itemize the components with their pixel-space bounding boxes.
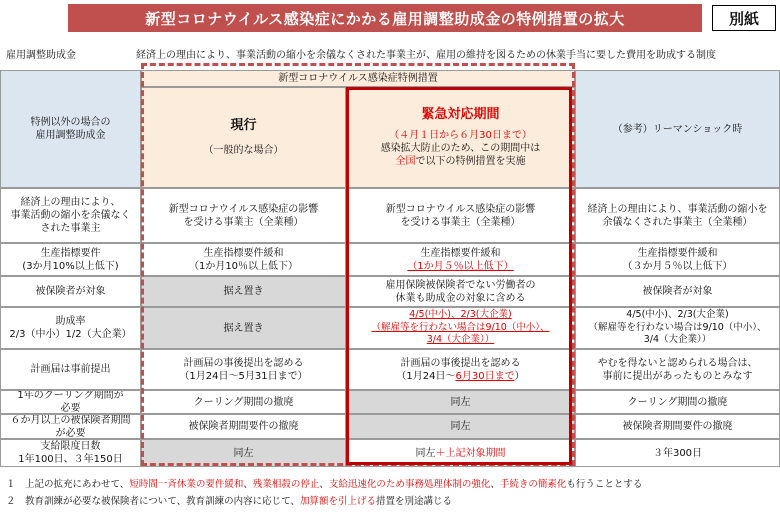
col-header-emergency-title: 緊急対応期間 bbox=[421, 106, 500, 122]
row7-current-text: 被保険者期間要件の撤廃 bbox=[188, 421, 299, 432]
row2-current-l2: （1か月10％以上低下） bbox=[188, 260, 299, 272]
row2-current-l1: 生産指標要件緩和 bbox=[203, 247, 284, 259]
col-header-emergency-line2 bbox=[396, 155, 526, 168]
note1-red1: 短時間一斉休業の要件緩和 bbox=[129, 479, 244, 490]
row3-current bbox=[141, 276, 346, 307]
row8-label-l1: 支給限度日数 bbox=[40, 441, 101, 452]
row1-label-l3: された事業主 bbox=[40, 223, 101, 234]
row4-lehman bbox=[575, 307, 780, 349]
row5-emergency-l2a: （1月24日～ bbox=[396, 370, 456, 382]
row5-emergency-l1: 計画届の事後提出を認める bbox=[400, 357, 521, 369]
row4-lehman-l1: 4/5(中小)、2/3(大企業) bbox=[626, 309, 729, 321]
col-header-normal bbox=[0, 70, 141, 188]
row7-lehman-text: 被保険者期間要件の撤廃 bbox=[622, 421, 733, 432]
row3-label bbox=[0, 276, 141, 307]
row2-emergency bbox=[346, 243, 575, 276]
note1-post: も行うこととする bbox=[566, 479, 643, 490]
row3-emergency-l2: 休業も助成金の対象に含める bbox=[395, 292, 526, 304]
row5-label bbox=[0, 349, 141, 390]
row8-emergency-b: ＋上記対象期間 bbox=[435, 447, 506, 459]
row3-emergency-l1: 雇用保険被保険者でない労働者の bbox=[385, 279, 536, 291]
col-header-emergency bbox=[346, 87, 575, 188]
special-measures-header-text: 新型コロナウイルス感染症特例措置 bbox=[278, 73, 438, 84]
row8-emergency-a: 同左 bbox=[415, 447, 436, 459]
note1-red3: 支給迅速化のため事務処理体制の強化 bbox=[328, 479, 491, 490]
row5-lehman-l1: やむを得ないと認められる場合は、 bbox=[597, 357, 758, 369]
row1-lehman-l2: 余儀なくされた事業主（全業種） bbox=[602, 216, 753, 228]
row7-label bbox=[0, 414, 141, 439]
note2-post: 措置を別途講じる bbox=[375, 496, 452, 507]
row1-current-l1: 新型コロナウイルス感染症の影響 bbox=[168, 203, 319, 215]
row8-emergency-line bbox=[416, 447, 506, 460]
note2-pre: ２ 教育訓練が必要な被保険者について、教育訓練の内容に応じて、 bbox=[6, 496, 300, 507]
row1-lehman-l1: 経済上の理由により、事業活動の縮小を bbox=[587, 203, 768, 215]
col-header-lehman bbox=[575, 70, 780, 188]
row2-label-l2: (3か月10%以上低下) bbox=[22, 260, 119, 272]
row4-lehman-l3: 3/4（大企業）） bbox=[643, 334, 712, 346]
emergency-nationwide: 全国 bbox=[395, 156, 416, 168]
note1-sep2: 、 bbox=[319, 479, 329, 490]
intro-label: 雇用調整助成金 bbox=[6, 50, 76, 61]
row6-current-text: クーリング期間の撤廃 bbox=[193, 396, 294, 408]
row2-label bbox=[0, 243, 141, 276]
note1-red2: 残業相殺の停止 bbox=[252, 479, 320, 490]
row8-lehman bbox=[575, 439, 780, 467]
row2-current bbox=[141, 243, 346, 276]
row1-emergency-l1: 新型コロナウイルス感染症の影響 bbox=[385, 203, 536, 215]
row4-current-text: 据え置き bbox=[223, 322, 264, 334]
col-header-normal-line2: 雇用調整助成金 bbox=[35, 130, 106, 141]
row4-emergency-l1: 4/5(中小)、2/3(大企業) bbox=[409, 309, 512, 321]
col-header-current bbox=[141, 87, 346, 188]
row5-lehman-l2: 事前に提出があったものとみなす bbox=[602, 370, 753, 382]
row6-label-l1: 1年のクーリング期間が bbox=[17, 390, 124, 401]
note-1 bbox=[6, 476, 642, 490]
row6-current bbox=[141, 390, 346, 414]
row1-label-l1: 経済上の理由により、 bbox=[20, 197, 121, 208]
row4-current bbox=[141, 307, 346, 349]
row4-label-l1: 助成率 bbox=[55, 316, 86, 327]
row3-current-text: 据え置き bbox=[223, 286, 264, 297]
row8-emergency bbox=[346, 439, 575, 467]
note1-red4: 手続きの簡素化 bbox=[499, 479, 567, 490]
row1-emergency-l2: を受ける事業主（全業種） bbox=[400, 216, 521, 228]
row5-current-l1: 計画届の事後提出を認める bbox=[183, 357, 304, 369]
row6-emergency-text: 同左 bbox=[450, 396, 471, 408]
row2-emergency-l1: 生産指標要件緩和 bbox=[420, 247, 501, 259]
row2-emergency-l2: （1か月５％以上低下） bbox=[407, 260, 514, 272]
row1-emergency bbox=[346, 188, 575, 243]
col-header-normal-line1: 特例以外の場合の bbox=[30, 117, 111, 128]
row4-lehman-l2: （解雇等を行わない場合は9/10（中小）、 bbox=[588, 321, 767, 333]
row2-label-l1: 生産指標要件 bbox=[40, 247, 101, 259]
row2-lehman-l2: （３か月５％以上低下） bbox=[622, 260, 733, 272]
row6-lehman bbox=[575, 390, 780, 414]
row5-current-l2: （1月24日～5月31日まで） bbox=[179, 370, 308, 382]
note1-sep3: 、 bbox=[490, 479, 500, 490]
row4-label-l2: 2/3（中小）1/2（大企業） bbox=[9, 329, 132, 340]
row1-current bbox=[141, 188, 346, 243]
row5-emergency bbox=[346, 349, 575, 390]
row6-emergency bbox=[346, 390, 575, 414]
special-measures-header bbox=[141, 70, 575, 87]
row2-lehman-l1: 生産指標要件緩和 bbox=[637, 247, 718, 259]
row7-emergency-text: 同左 bbox=[450, 421, 471, 432]
row5-label-text: 計画届は事前提出 bbox=[30, 364, 111, 375]
col-header-emergency-period: （４月１日から６月30日まで） bbox=[389, 130, 532, 142]
row3-label-text: 被保険者が対象 bbox=[35, 286, 106, 297]
note-2 bbox=[6, 493, 452, 507]
row6-lehman-text: クーリング期間の撤廃 bbox=[627, 396, 728, 408]
row3-lehman bbox=[575, 276, 780, 307]
row3-lehman-text: 被保険者が対象 bbox=[642, 286, 713, 297]
row4-emergency-l3: 3/4（大企業）） bbox=[426, 334, 495, 346]
row8-label bbox=[0, 439, 141, 467]
row8-lehman-text: ３年300日 bbox=[652, 447, 703, 459]
row2-lehman bbox=[575, 243, 780, 276]
page-title: 新型コロナウイルス感染症にかかる雇用調整助成金の特例措置の拡大 bbox=[68, 4, 702, 32]
note2-red: 加算額を引上げる bbox=[299, 496, 376, 507]
row5-current bbox=[141, 349, 346, 390]
intro-text: 経済上の理由により、事業活動の縮小を余儀なくされた事業主が、雇用の維持を図るための休業手当に要した費用を助成する制度 bbox=[136, 50, 716, 61]
col-header-current-title: 現行 bbox=[230, 117, 257, 133]
row5-lehman bbox=[575, 349, 780, 390]
row1-lehman bbox=[575, 188, 780, 243]
row7-lehman bbox=[575, 414, 780, 439]
appendix-badge: 別紙 bbox=[712, 5, 776, 31]
col-header-lehman-text: （参考）リーマンショック時 bbox=[612, 123, 743, 135]
row3-emergency bbox=[346, 276, 575, 307]
col-header-current-sub: （一般的な場合） bbox=[203, 145, 284, 157]
row7-emergency bbox=[346, 414, 575, 439]
row1-label bbox=[0, 188, 141, 243]
row8-label-l2: 1年100日、３年150日 bbox=[18, 454, 123, 465]
row4-label bbox=[0, 307, 141, 349]
emergency-line2-rest: で以下の特例措置を実施 bbox=[415, 156, 526, 168]
row4-emergency bbox=[346, 307, 575, 349]
row7-label-l1: ６か月以上の被保険者期間 bbox=[10, 414, 131, 426]
row7-current bbox=[141, 414, 346, 439]
row1-label-l2: 事業活動の縮小を余儀なく bbox=[10, 210, 131, 221]
row5-emergency-l2b: 6月30日まで bbox=[455, 370, 515, 382]
note1-sep1: 、 bbox=[243, 479, 253, 490]
row5-emergency-l2 bbox=[396, 370, 524, 383]
row8-current bbox=[141, 439, 346, 467]
row5-emergency-l2c: ） bbox=[514, 370, 525, 382]
note1-pre: １ 上記の拡充にあわせて、 bbox=[6, 479, 130, 490]
col-header-emergency-line1: 感染拡大防止のため、この期間中は bbox=[380, 143, 541, 155]
row6-label bbox=[0, 390, 141, 414]
row7-label-l2: が必要 bbox=[55, 427, 86, 439]
row8-current-text: 同左 bbox=[233, 447, 254, 459]
row4-emergency-l2: （解雇等を行わない場合は9/10（中小）、 bbox=[371, 321, 550, 333]
row6-label-l2: 必要 bbox=[60, 403, 81, 414]
row1-current-l2: を受ける事業主（全業種） bbox=[183, 216, 304, 228]
